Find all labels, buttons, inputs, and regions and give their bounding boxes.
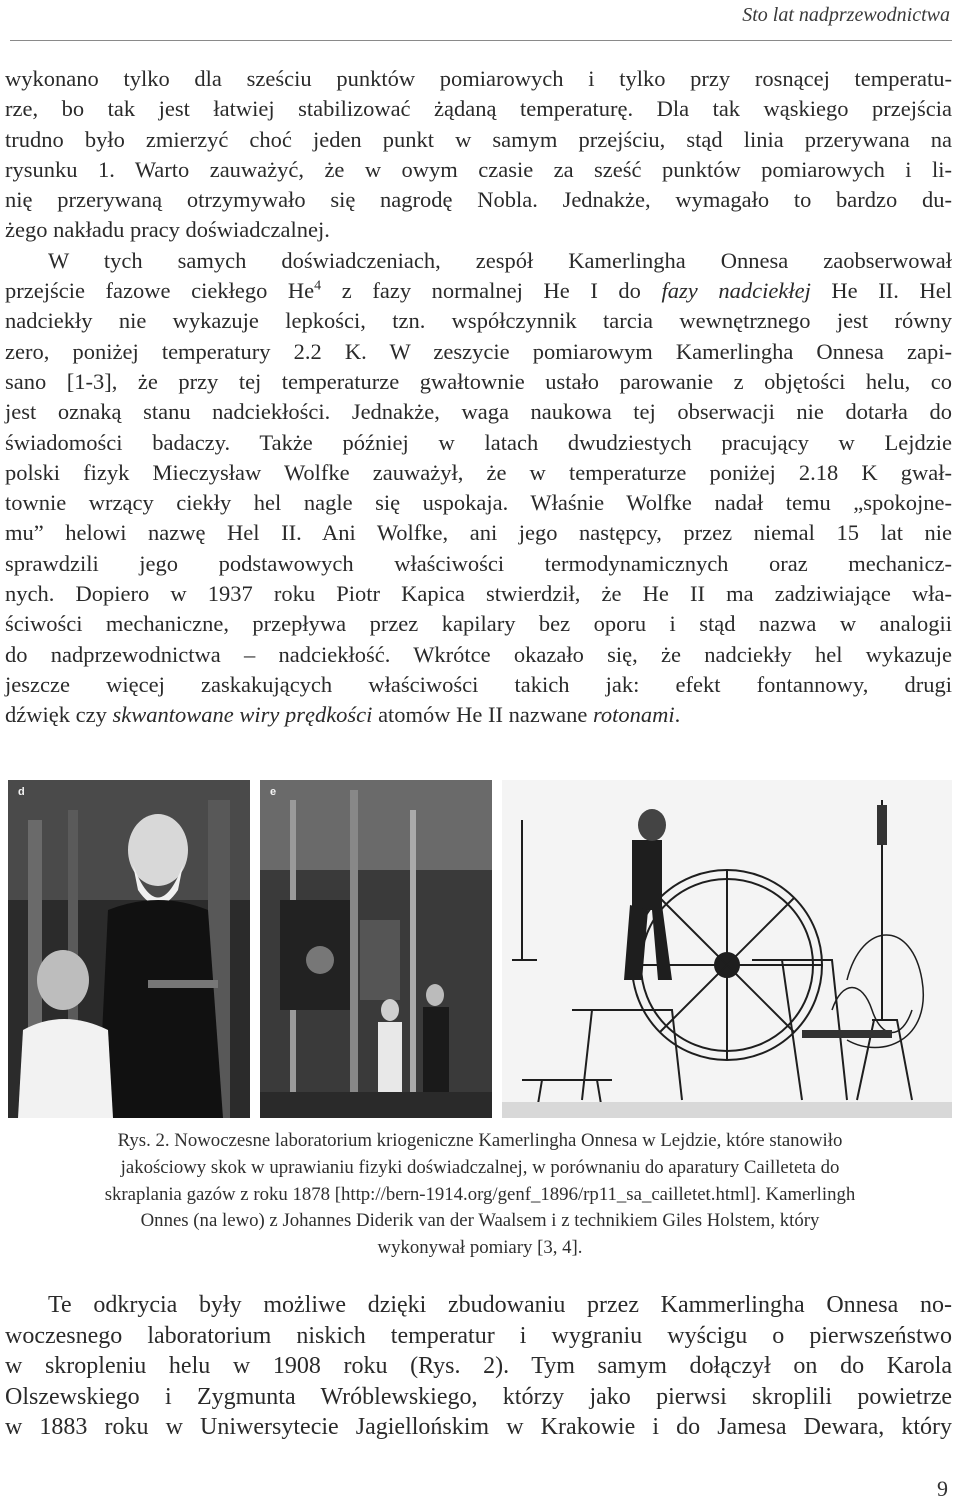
emphasis-term: skwantowane wiry prędkości [112,702,373,728]
caption-line: jakościowy skok w uprawianiu fizyki doświadczalnej, w porównaniu do aparatury Cailleteta do [120,1156,840,1178]
text-line: mu” helowi nazwę Hel II. Ani Wolfke, ani jego następcy, przez niemal 15 lat nie [5,520,952,546]
text-line: townie wrzący ciekły hel nagle się uspokaja. Właśnie Wolfke nadał temu „spokojne- [5,490,952,516]
caption-line: wykonywał pomiary [3, 4]. [377,1237,583,1259]
emphasis-term: rotonami [592,702,675,728]
caption-line: Rys. 2. Nowoczesne laboratorium kriogeniczne Kamerlingha Onnesa w Lejdzie, które stanowiło [117,1130,843,1151]
text-line: Te odkrycia były możliwe dzięki zbudowaniu przez Kammerlingha Onnesa no- [48,1292,952,1318]
text-fragment: He II. Hel [810,278,952,304]
text-fragment: z fazy normalnej He I do [321,278,662,304]
text-line: ściwości mechaniczne, przepływa przez kapilary bez oporu i stąd nazwa w analogii [5,611,952,637]
figure-caption [0,1128,960,1262]
caption-line: Onnes (na lewo) z Johannes Diderik van der Waalsem i z technikiem Giles Holstem, który [140,1210,820,1232]
text-line: sano [1-3], że przy tej temperaturze gwałtownie ustało parowanie z objętości helu, co [5,368,952,394]
text-line-with-formula [5,276,952,306]
engraving-cailletet-apparatus [502,780,952,1118]
text-fragment: . [674,702,681,728]
text-line: woczesnego laboratorium niskich temperatur i wygraniu wyścigu o pierwszeństwo [5,1322,952,1349]
text-line: do nadprzewodnictwa – nadciekłość. Wkrótce okazało się, że nadciekły hel wykazuje [5,641,952,667]
text-line: trudno było zmierzyć choć jeden punkt w samym przejściu, stąd linia przerywana na [5,126,952,152]
photo-label-d: d [18,786,25,798]
figure-photos [8,780,952,1118]
engraving-graphic [502,780,952,1118]
paragraph-laboratory [5,1290,952,1443]
text-line: nych. Dopiero w 1937 roku Piotr Kapica stwierdził, że He II ma zadziwiające wła- [5,581,952,607]
isotope-superscript: 4 [314,278,322,294]
text-line: W tych samych doświadczeniach, zespół Kamerlingha Onnesa zaobserwował [48,247,952,273]
text-line: rysunku 1. Warto zauważyć, że w owym czasie za sześć punktów pomiarowych i li- [5,156,952,182]
text-line: w 1883 roku w Uniwersytecie Jagiellońskim w Krakowie i do Jamesa Dewara, który [5,1414,952,1440]
text-line: żego nakładu pracy doświadczalnej. [5,217,330,243]
body-text-upper [5,64,952,731]
text-line: w skropleniu helu w 1908 roku (Rys. 2). Tym samym dołączył on do Karola [5,1353,952,1379]
text-fragment: atomów He II nazwane [372,702,593,728]
emphasis-term: fazy nadciekłej [661,278,811,304]
text-line: rze, bo tak jest łatwiej stabilizować żądaną temperaturę. Dla tak wąskiego przejścia [5,96,952,122]
text-line: nadciekły nie wykazuje lepkości, tzn. współczynnik tarcia wewnętrznego jest równy [5,308,952,334]
text-line: jest oznaką stanu nadciekłości. Jednakże, waga naukowa tej obserwacji nie dotarła do [5,399,952,425]
text-line: nię przerywaną otrzymywało się nagrodę Nobla. Jednakże, wymagało to bardzo du- [5,187,952,213]
text-line: zero, poniżej temperatury 2.2 K. W zeszycie pomiarowym Kamerlingha Onnesa zapi- [5,338,952,364]
caption-line: skraplania gazów z roku 1878 [http://bern-1914.org/genf_1896/rp11_sa_cailletet.html]. Kamerlingh [104,1183,856,1205]
text-line: sprawdzili jego podstawowych właściwości termodynamicznych oraz mechanicz- [5,550,952,576]
photo-laboratory [260,780,492,1118]
running-title: Sto lat nadprzewodnictwa [742,4,950,26]
photo-label-e: e [270,786,277,798]
text-fragment: przejście fazowe ciekłego He [5,278,315,304]
text-fragment: dźwięk czy [5,702,113,728]
header-rule [10,40,952,41]
text-line: wykonano tylko dla sześciu punktów pomiarowych i tylko przy rosnącej temperatu- [5,66,952,91]
text-line-with-emphasis [5,700,952,730]
page-number: 9 [937,1476,948,1501]
text-line: świadomości badaczy. Także później w latach dwudziestych pracujący w Lejdzie [5,429,952,455]
photo-laboratory-graphic [260,780,492,1118]
text-line: Olszewskiego i Zygmunta Wróblewskiego, którzy jako pierwsi skroplili powietrze [5,1383,952,1410]
body-text-lower [5,1290,952,1443]
paragraph-superfluidity [5,246,952,731]
text-line: jeszcze więcej zaskakujących właściwości takich jak: efekt fontannowy, drugi [5,671,952,697]
running-header [10,4,950,27]
photo-portraits-graphic [8,780,250,1118]
photo-portraits [8,780,250,1118]
text-line: polski fizyk Mieczysław Wolfke zauważył, że w temperaturze poniżej 2.18 K gwał- [5,459,952,485]
paragraph-continuation [5,64,952,246]
